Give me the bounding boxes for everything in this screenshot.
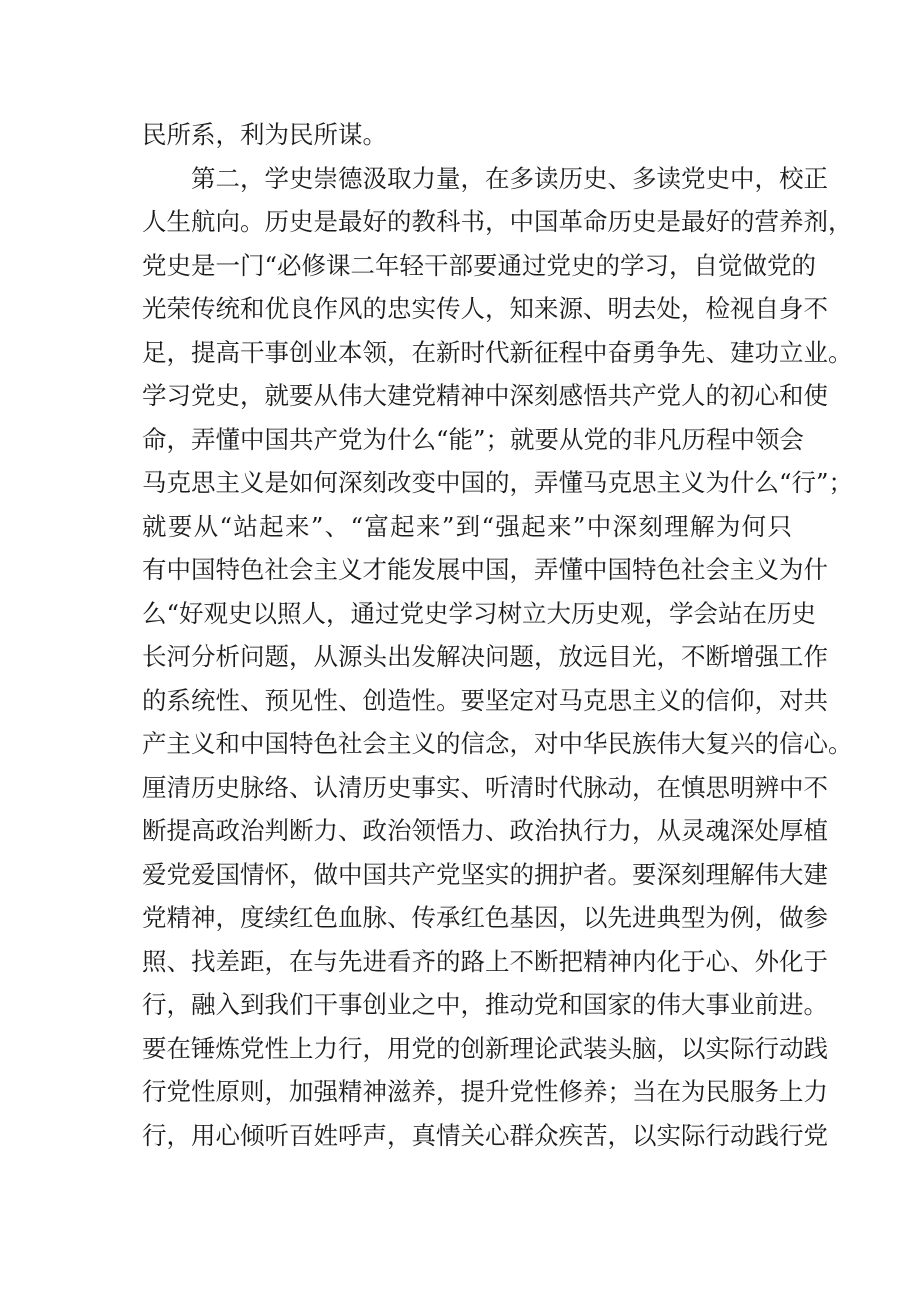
text-line: 就要从“站起来”、“富起来”到“强起来”中深刻理解为何只 (142, 511, 792, 541)
text-line: 党精神，度续红色血脉、传承红色基因，以先进典型为例，做参 (142, 903, 828, 932)
body-text (142, 113, 854, 1157)
text-line: 学习党史，就要从伟大建党精神中深刻感悟共产党人的初心和使 (142, 381, 828, 410)
text-line: 厘清历史脉络、认清历史事实、听清时代脉动，在慎思明辨中不 (142, 772, 828, 802)
text-line: 命，弄懂中国共产党为什么“能”；就要从党的非凡历程中领会 (142, 424, 805, 454)
text-line: 民所系，利为民所谋。 (142, 120, 387, 149)
text-line: 第二，学史崇德汲取力量，在多读历史、多读党史中，校正 (191, 163, 828, 193)
text-line: 断提高政治判断力、政治领悟力、政治执行力，从灵魂深处厚植 (142, 816, 828, 845)
text-line: 行，融入到我们干事创业之中，推动党和国家的伟大事业前进。 (142, 990, 828, 1019)
text-line: 么“好观史以照人，通过党史学习树立大历史观，学会站在历史 (142, 598, 817, 628)
text-line: 长河分析问题，从源头出发解决问题，放远目光，不断增强工作 (142, 642, 828, 671)
text-line: 爱党爱国情怀，做中国共产党坚实的拥护者。要深刻理解伟大建 (142, 859, 828, 889)
text-line: 人生航向。历史是最好的教科书，中国革命历史是最好的营养剂， (142, 207, 853, 236)
text-line: 光荣传统和优良作风的忠实传人，知来源、明去处，检视自身不 (142, 294, 828, 323)
text-line: 足，提高干事创业本领，在新时代新征程中奋勇争先、建功立业。 (142, 337, 853, 367)
text-line: 产主义和中国特色社会主义的信念，对中华民族伟大复兴的信心。 (142, 729, 853, 758)
text-line: 要在锤炼党性上力行，用党的创新理论武装头脑，以实际行动践 (142, 1033, 828, 1063)
text-line: 党史是一门“必修课二年轻干部要通过党史的学习，自觉做党的 (142, 250, 817, 280)
text-line: 有中国特色社会主义才能发展中国，弄懂中国特色社会主义为什 (142, 555, 828, 584)
text-line: 的系统性、预见性、创造性。要坚定对马克思主义的信仰，对共 (142, 685, 828, 715)
text-line: 马克思主义是如何深刻改变中国的，弄懂马克思主义为什么“行”； (142, 468, 854, 497)
text-line: 照、找差距，在与先进看齐的路上不断把精神内化于心、外化于 (142, 946, 828, 976)
text-line: 行，用心倾听百姓呼声，真情关心群众疾苦，以实际行动践行党 (142, 1120, 828, 1150)
text-line: 行党性原则，加强精神滋养，提升党性修养；当在为民服务上力 (142, 1077, 828, 1106)
